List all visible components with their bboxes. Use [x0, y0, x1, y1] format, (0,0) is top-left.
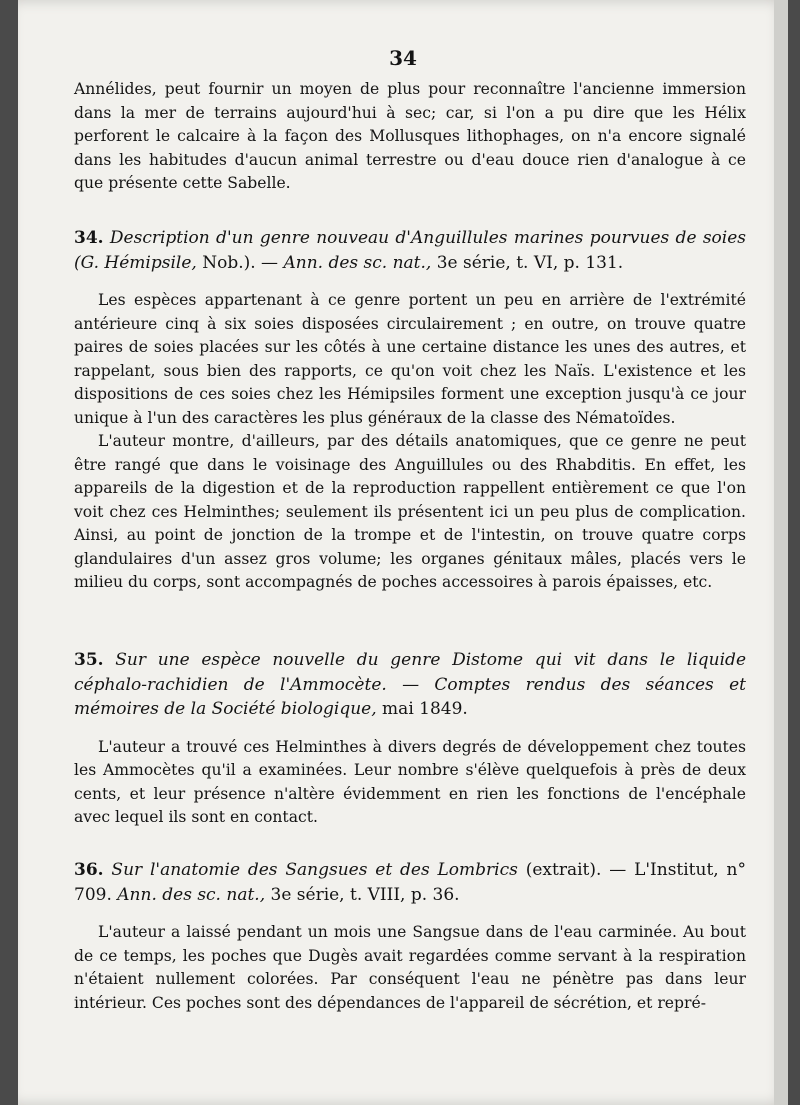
- entry-title-italic: Sur l'anatomie des Sangsues et des Lombrics: [111, 860, 518, 880]
- entry-36-title: [74, 858, 746, 907]
- entry-35: [74, 648, 746, 830]
- entry-title-plain: Nob.). —: [196, 252, 279, 273]
- entry-source-italic: Ann. des sc. nat.,: [111, 884, 266, 905]
- entry-35-paragraph-1: L'auteur a trouvé ces Helminthes à divers degrés de développement chez toutes les Ammocètes qu'il a examinées. Leur nombre s'élève quelquefois à près de deux cents, et leur présence n'altère évidemment en rien les fonctions de l'encéphale avec lequel ils sont en contact.: [74, 737, 746, 826]
- intro-paragraph-block: [74, 78, 746, 196]
- page-number: 34: [389, 46, 417, 70]
- entry-36-paragraph-1: L'auteur a laissé pendant un mois une Sangsue dans de l'eau carminée. Au bout de ce temps, les poches que Dugès avait regardées comme servant à la respiration n'étaient nullement colorées. Par conséquent l'eau ne pénètre pas dans leur intérieur. Ces poches sont des dépendances de l'appareil de sécrétion, et repré-: [74, 923, 746, 1012]
- entry-title-italic: Description d'un genre nouveau d'Anguillules marines pourvues de soies (G. Hémipsile,: [74, 228, 747, 273]
- entry-number: 35.: [74, 650, 104, 670]
- entry-number: 34.: [74, 228, 104, 248]
- entry-34-paragraph-2: L'auteur montre, d'ailleurs, par des détails anatomiques, que ce genre ne peut être rangé que dans le voisinage des Anguillules ou des Rhabditis. En effet, les appareils de la digestion et de la reproduction rappellent entièrement ce que l'on voit chez ces Helminthes; seulement ils présentent ici un peu plus de complication. Ainsi, au point de jonction de la trompe et de l'intestin, on trouve quatre corps glandulaires d'un assez gros volume; les organes génitaux mâles, placés vers le milieu du corps, sont accompagnés de poches accessoires à parois épaisses, etc.: [74, 432, 746, 591]
- entry-title-italic: Sur une espèce nouvelle du genre Distome qui vit dans le liquide céphalo-rachidien de l'Ammocète. — Comptes rendus des séances et mémoires de la Société biologique,: [74, 650, 746, 719]
- intro-paragraph: Annélides, peut fournir un moyen de plus pour reconnaître l'ancienne immersion dans la mer de terrains aujourd'hui à sec; car, si l'on a pu dire que les Hélix perforent le calcaire à la façon des Mollusques lithophages, on n'a encore signalé dans les habitudes d'aucun animal terrestre ou d'eau douce rien d'analogue à ce que présente cette Sabelle.: [74, 80, 746, 192]
- entry-source-plain: 3e série, t. VIII, p. 36.: [265, 884, 460, 905]
- entry-number: 36.: [74, 860, 104, 880]
- entry-35-title: [74, 648, 746, 722]
- entry-title-plain: (extrait). — L'Institut, n° 709.: [74, 860, 746, 905]
- entry-title-plain: mai 1849.: [376, 699, 468, 719]
- page-edge: [774, 0, 788, 1105]
- entry-source-italic: Ann. des sc. nat.,: [278, 252, 432, 273]
- book-page: [18, 0, 788, 1105]
- entry-34-paragraph-1: Les espèces appartenant à ce genre portent un peu en arrière de l'extrémité antérieure cinq à six soies disposées circulairement ; en outre, on trouve quatre paires de soies placées sur les côtés à une certaine distance les unes des autres, et rappelant, sous bien des rapports, ce qu'on voit chez les Naïs. L'existence et les dispositions de ces soies chez les Hémipsiles forment une exception jusqu'à ce jour unique à l'un des caractères les plus généraux de la classe des Nématoïdes.: [74, 291, 746, 427]
- entry-source-plain: 3e série, t. VI, p. 131.: [431, 252, 624, 273]
- entry-34-title: [74, 226, 746, 275]
- entry-34: [74, 226, 746, 595]
- entry-36: [74, 858, 746, 1015]
